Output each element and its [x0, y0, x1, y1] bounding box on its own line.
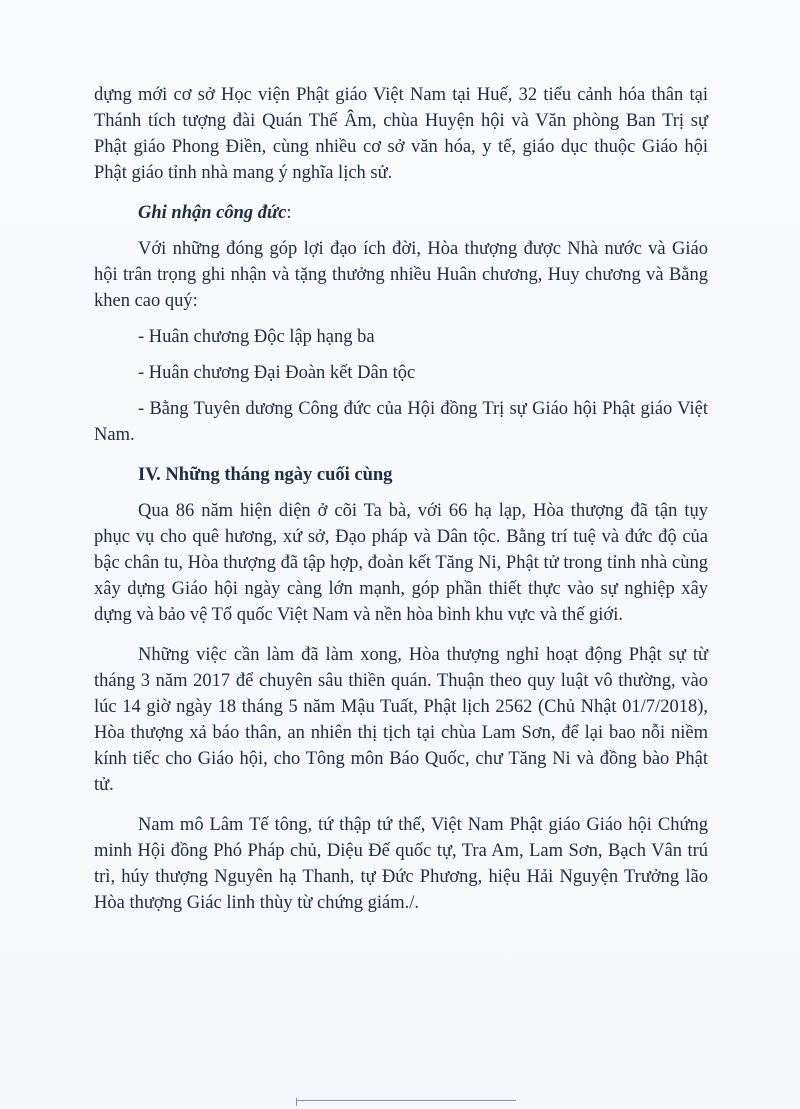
merit-heading-line: [94, 200, 708, 226]
paragraph-service: Qua 86 năm hiện diện ở cõi Ta bà, với 66 hạ lạp, Hòa thượng đã tận tụy phục vụ cho quê hương, xứ sở, Đạo pháp và Dân tộc. Bằng trí tuệ và đức độ của bậc chân tu, Hòa thượng đã tập hợp, đoàn kết Tăng Ni, Phật tử trong tỉnh nhà cùng xây dựng Giáo hội ngày càng lớn mạnh, góp phần thiết thực vào sự nghiệp xây dựng và bảo vệ Tổ quốc Việt Nam và nền hòa bình khu vực và thế giới.: [94, 501, 708, 625]
award-item: - Huân chương Đại Đoàn kết Dân tộc: [138, 363, 416, 383]
merit-heading-colon: :: [286, 203, 292, 223]
paragraph-honors: Với những đóng góp lợi đạo ích đời, Hòa thượng được Nhà nước và Giáo hội trân trọng ghi nhận và tặng thưởng nhiều Huân chương, Huy chương và Bằng khen cao quý:: [94, 239, 708, 311]
paragraph-construction: dựng mới cơ sở Học viện Phật giáo Việt Nam tại Huế, 32 tiểu cảnh hóa thân tại Thánh tích tượng đài Quán Thế Âm, chùa Huyện hội và Văn phòng Ban Trị sự Phật giáo Phong Điền, cùng nhiều cơ sở văn hóa, y tế, giáo dục thuộc Giáo hội Phật giáo tỉnh nhà mang ý nghĩa lịch sử.: [94, 85, 708, 183]
merit-heading: Ghi nhận công đức: [138, 203, 287, 223]
document-body: [94, 82, 708, 916]
paragraph-invocation: Nam mô Lâm Tế tông, tứ thập tứ thế, Việt Nam Phật giáo Giáo hội Chứng minh Hội đồng Phó Pháp chủ, Diệu Đế quốc tự, Tra Am, Lam Sơn, Bạch Vân trú trì, húy thượng Nguyên hạ Thanh, tự Đức Phương, hiệu Hải Nguyện Trưởng lão Hòa thượng Giác linh thùy từ chứng giám./.: [94, 815, 708, 913]
section-heading-iv: IV. Những tháng ngày cuối cùng: [138, 465, 393, 485]
award-item: - Bằng Tuyên dương Công đức của Hội đồng Trị sự Giáo hội Phật giáo Việt Nam.: [94, 399, 708, 445]
award-item: - Huân chương Độc lập hạng ba: [138, 327, 375, 347]
paragraph-passing: Những việc cần làm đã làm xong, Hòa thượng nghỉ hoạt động Phật sự từ tháng 3 năm 2017 để chuyên sâu thiền quán. Thuận theo quy luật vô thường, vào lúc 14 giờ ngày 18 tháng 5 năm Mậu Tuất, Phật lịch 2562 (Chủ Nhật 01/7/2018), Hòa thượng xả báo thân, an nhiên thị tịch tại chùa Lam Sơn, để lại bao nỗi niềm kính tiếc cho Giáo hội, cho Tông môn Báo Quốc, chư Tăng Ni và đồng bào Phật tử.: [94, 645, 708, 795]
